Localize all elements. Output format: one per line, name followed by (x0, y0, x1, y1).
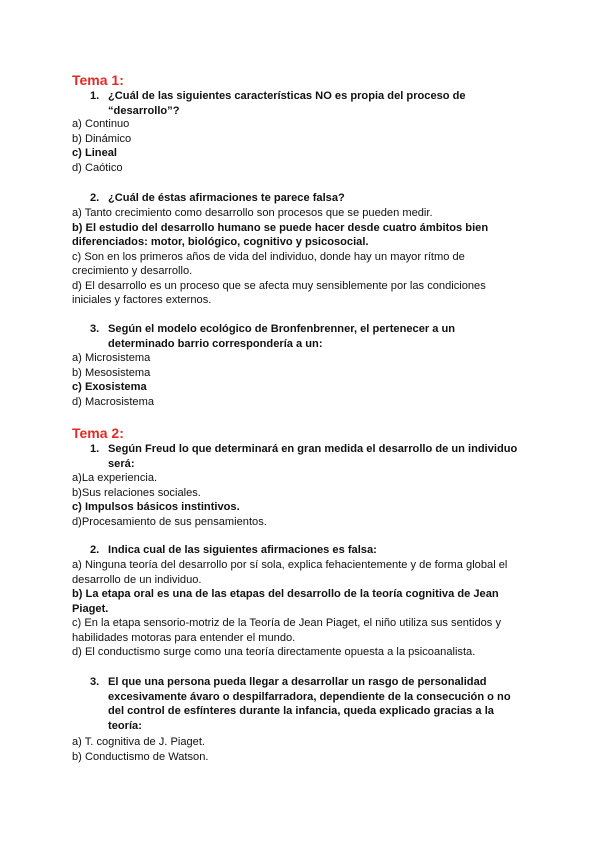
option-a: a)La experiencia. (72, 472, 158, 484)
question-number: 3. (90, 323, 100, 335)
tema2-question-1-options (72, 471, 520, 529)
tema2-question-3-options (72, 735, 520, 764)
tema1-question-3 (90, 322, 520, 351)
tema2-question-2-options (72, 558, 520, 660)
tema1-question-1-options (72, 117, 520, 175)
option-c-correct: c) Impulsos básicos instintivos. (72, 501, 240, 513)
question-text: Indica cual de las siguientes afirmaciones es falsa: (108, 544, 377, 556)
tema2-question-1 (90, 442, 520, 471)
question-text: ¿Cuál de las siguientes características NO es propia del proceso de “desarrollo”? (108, 90, 466, 117)
tema1-question-2-options (72, 206, 520, 308)
option-b: b)Sus relaciones sociales. (72, 486, 201, 499)
option-d: d) El conductismo surge como una teoría directamente opuesta a la psicoanalista. (72, 646, 476, 658)
option-c: c) En la etapa sensorio-motriz de la Teoría de Jean Piaget, el niño utiliza sus sentidos y habilidades motoras para entender el mundo. (72, 617, 501, 644)
tema1-question-2 (90, 191, 520, 206)
option-a: a) T. cognitiva de J. Piaget. (72, 736, 205, 748)
question-text: Según Freud lo que determinará en gran medida el desarrollo de un individuo será: (108, 443, 518, 470)
question-text: ¿Cuál de éstas afirmaciones te parece falsa? (108, 192, 345, 204)
option-a: a) Ninguna teoría del desarrollo por sí sola, explica fehacientemente y de forma global el desarrollo de un individuo. (72, 559, 508, 586)
option-d: d) Caótico (72, 161, 123, 174)
option-b: b) Conductismo de Watson. (72, 750, 209, 763)
option-b: b) Dinámico (72, 132, 132, 145)
option-a: a) Continuo (72, 118, 130, 130)
option-a: a) Microsistema (72, 352, 151, 364)
tema-1-heading: Tema 1: (72, 72, 124, 88)
tema-2-heading: Tema 2: (72, 425, 124, 441)
tema1-question-3-options (72, 351, 520, 409)
question-number: 2. (90, 192, 100, 204)
question-text: El que una persona pueda llegar a desarrollar un rasgo de personalidad excesivamente ávaro o despilfarradora, dependiente de la consecución o no del control de esfínteres durante la infancia, queda explicado gracias a la teoría: (108, 676, 511, 732)
tema1-question-1 (90, 89, 520, 118)
option-d: d) Macrosistema (72, 395, 154, 408)
option-b-correct: b) La etapa oral es una de las etapas del desarrollo de la teoría cognitiva de Jean Piaget. (72, 588, 499, 615)
option-d: d) El desarrollo es un proceso que se afecta muy sensiblemente por las condiciones iniciales y factores externos. (72, 279, 486, 306)
question-number: 1. (90, 443, 100, 455)
option-c-correct: c) Exosistema (72, 381, 147, 393)
option-a: a) Tanto crecimiento como desarrollo son procesos que se pueden medir. (72, 207, 433, 219)
option-b-correct: b) El estudio del desarrollo humano se puede hacer desde cuatro ámbitos bien diferenciados: motor, biológico, cognitivo y psicosocial. (72, 221, 489, 248)
question-text: Según el modelo ecológico de Bronfenbrenner, el pertenecer a un determinado barrio correspondería a un: (108, 323, 456, 350)
tema2-question-2 (90, 543, 520, 558)
tema2-question-3 (90, 675, 520, 733)
option-d: d)Procesamiento de sus pensamientos. (72, 515, 267, 528)
option-c: c) Son en los primeros años de vida del individuo, donde hay un mayor rítmo de crecimiento y desarrollo. (72, 250, 465, 277)
option-c-correct: c) Lineal (72, 147, 118, 159)
question-number: 2. (90, 544, 100, 556)
option-b: b) Mesosistema (72, 366, 151, 379)
question-number: 1. (90, 90, 100, 102)
question-number: 3. (90, 676, 100, 688)
